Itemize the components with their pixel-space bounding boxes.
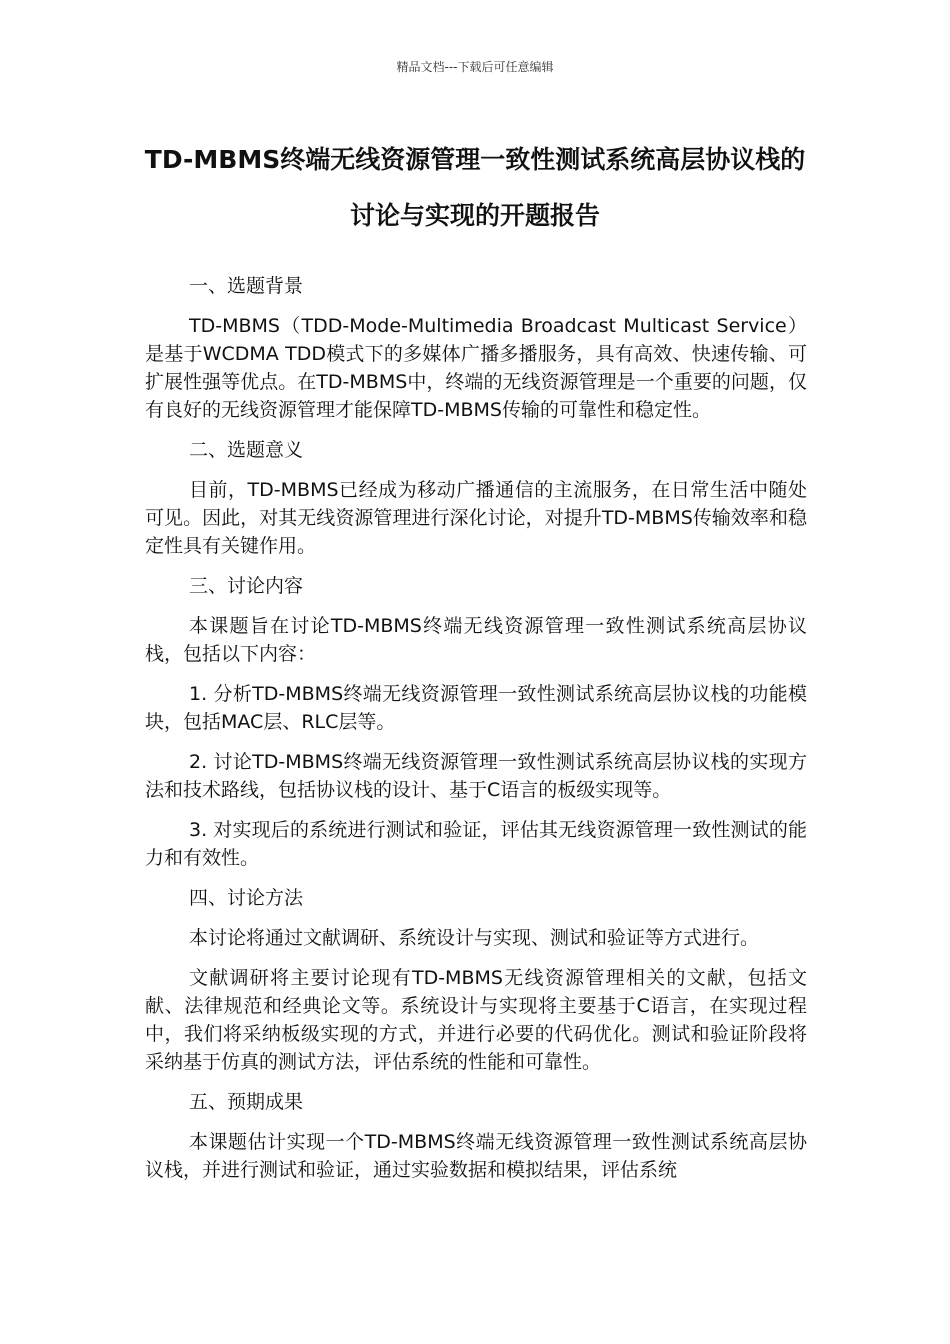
section-4-paragraph-1: 本讨论将通过文献调研、系统设计与实现、测试和验证等方式进行。: [189, 927, 760, 949]
section-2-heading: 二、选题意义: [189, 439, 304, 461]
section-2-paragraph: 目前，TD-MBMS已经成为移动广播通信的主流服务，在日常生活中随处可见。因此，对其无线资源管理进行深化讨论，对提升TD-MBMS传输效率和稳定性具有关键作用。: [145, 479, 807, 557]
document-body: [145, 272, 807, 1196]
section-5-heading: 五、预期成果: [189, 1091, 304, 1113]
section-1-heading: 一、选题背景: [189, 275, 304, 297]
section-4-paragraph-2: 文献调研将主要讨论现有TD-MBMS无线资源管理相关的文献，包括文献、法律规范和经典论文等。系统设计与实现将主要基于C语言，在实现过程中，我们将采纳板级实现的方式，并进行必要的代码优化。测试和验证阶段将采纳基于仿真的测试方法，评估系统的性能和可靠性。: [145, 967, 807, 1073]
page-header-note: 精品文档---下载后可任意编辑: [396, 60, 554, 74]
section-3-heading: 三、讨论内容: [189, 575, 304, 597]
section-3-list-item-1: 1. 分析TD-MBMS终端无线资源管理一致性测试系统高层协议栈的功能模块，包括MAC层、RLC层等。: [145, 683, 807, 733]
document-title: TD-MBMS终端无线资源管理一致性测试系统高层协议栈的讨论与实现的开题报告: [144, 145, 806, 230]
section-4-heading: 四、讨论方法: [189, 887, 304, 909]
section-3-list-item-2: 2. 讨论TD-MBMS终端无线资源管理一致性测试系统高层协议栈的实现方法和技术路线，包括协议栈的设计、基于C语言的板级实现等。: [145, 751, 807, 801]
section-1-paragraph: TD-MBMS（TDD-Mode-Multimedia Broadcast Multicast Service）是基于WCDMA TDD模式下的多媒体广播多播服务，具有高效、快速传输、可扩展性强等优点。在TD-MBMS中，终端的无线资源管理是一个重要的问题，仅有良好的无线资源管理才能保障TD-MBMS传输的可靠性和稳定性。: [145, 315, 807, 421]
section-3-paragraph: 本课题旨在讨论TD-MBMS终端无线资源管理一致性测试系统高层协议栈，包括以下内容：: [145, 615, 807, 665]
section-3-list-item-3: 3. 对实现后的系统进行测试和验证，评估其无线资源管理一致性测试的能力和有效性。: [145, 819, 807, 869]
section-5-paragraph: 本课题估计实现一个TD-MBMS终端无线资源管理一致性测试系统高层协议栈，并进行测试和验证，通过实验数据和模拟结果，评估系统: [145, 1131, 807, 1181]
